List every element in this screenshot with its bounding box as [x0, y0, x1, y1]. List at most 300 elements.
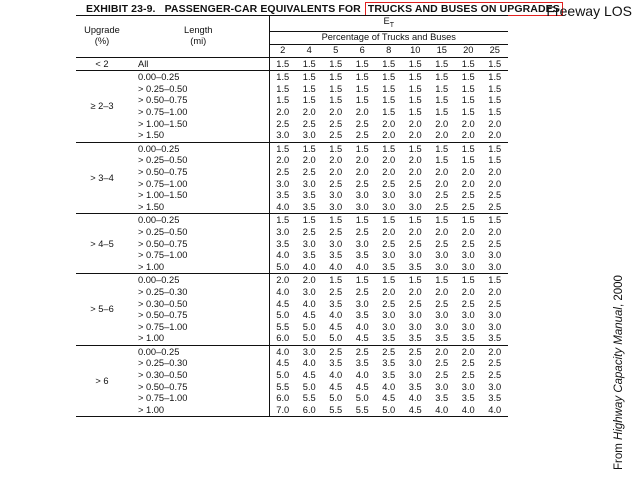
et-value-cell: 1.5: [435, 72, 449, 83]
et-value-cell: 1.5: [382, 83, 396, 94]
et-value-cell: 1.5: [488, 215, 502, 226]
et-value-cell: 2.5: [302, 118, 316, 129]
et-value-cell: 2.0: [461, 166, 475, 177]
et-value-cell: 4.0: [269, 250, 296, 262]
et-value-cell: 3.5: [382, 370, 396, 381]
et-value-cell: 1.5: [461, 95, 475, 106]
et-value-cell: 2.5: [488, 370, 502, 381]
et-value-cell: 1.5: [455, 57, 482, 71]
et-value-cell: 4.0: [302, 358, 316, 369]
percentage-column-header: 25: [482, 45, 509, 58]
et-value-cell: 3.0: [429, 262, 456, 274]
et-value-cell: 1.5: [329, 72, 343, 83]
et-value-cell: 3.5: [269, 190, 296, 202]
et-value-cell: 1.5: [435, 95, 449, 106]
et-value-cell: 3.0: [408, 370, 422, 381]
et-value-cell: 3.5: [302, 190, 316, 201]
et-value-cell: 2.5: [382, 346, 396, 357]
et-value-cell: 4.0: [482, 405, 509, 417]
et-value-cell: 3.0: [269, 179, 296, 191]
et-value-cell: 2.5: [382, 298, 396, 309]
et-value-cell: 2.5: [329, 178, 343, 189]
et-value-cell: 1.5: [269, 84, 296, 96]
et-value-cell: 2.0: [382, 226, 396, 237]
et-value-cell: 4.0: [329, 310, 343, 321]
length-cell: > 0.50–0.75: [138, 310, 188, 321]
length-cell: > 0.50–0.75: [138, 381, 188, 392]
et-value-cell: 2.0: [408, 155, 422, 166]
et-value-cell: 2.0: [435, 166, 449, 177]
length-cell: > 0.50–0.75: [138, 238, 188, 249]
upgrade-cell: > 6: [76, 345, 128, 417]
length-cell: > 0.25–0.50: [138, 83, 188, 94]
et-value-cell: 3.0: [323, 202, 350, 214]
table-row: [76, 322, 508, 334]
et-value-cell: 2.5: [408, 178, 422, 189]
table-row: [76, 119, 508, 131]
et-value-cell: 2.5: [408, 346, 422, 357]
upgrade-header-unit: (%): [94, 36, 110, 47]
et-value-cell: 3.0: [329, 190, 343, 201]
et-value-cell: 5.0: [329, 393, 343, 404]
length-cell: > 1.00–1.50: [138, 190, 188, 201]
et-value-cell: 3.0: [435, 321, 449, 332]
percentage-column-header: 5: [323, 45, 350, 58]
et-value-cell: 2.5: [349, 130, 376, 142]
et-value-cell: 3.0: [382, 250, 396, 261]
et-value-cell: 2.5: [482, 202, 509, 214]
table-row: [76, 310, 508, 322]
length-header: [128, 16, 269, 58]
et-value-cell: 1.5: [382, 107, 396, 118]
et-value-cell: 3.0: [302, 346, 316, 357]
et-value-cell: 1.5: [302, 83, 316, 94]
length-cell: 0.00–0.25: [138, 72, 180, 83]
length-cell: > 1.50: [128, 202, 269, 214]
et-value-cell: 2.0: [488, 346, 502, 357]
et-value-cell: 2.5: [329, 346, 343, 357]
et-value-cell: 5.0: [296, 333, 323, 345]
et-value-cell: 2.0: [302, 107, 316, 118]
et-value-cell: 3.5: [488, 393, 502, 404]
et-value-cell: 2.5: [461, 190, 475, 201]
et-value-cell: 2.5: [435, 190, 449, 201]
et-value-cell: 4.0: [296, 262, 323, 274]
et-value-cell: 1.5: [329, 143, 343, 154]
et-value-cell: 3.0: [302, 178, 316, 189]
pce-table: [76, 15, 508, 417]
et-value-cell: 1.5: [329, 275, 343, 286]
et-value-cell: 3.0: [435, 250, 449, 261]
et-value-cell: 4.5: [402, 405, 429, 417]
et-value-cell: 4.0: [269, 345, 296, 358]
et-value-cell: 3.0: [488, 310, 502, 321]
et-value-cell: 1.5: [435, 107, 449, 118]
percentage-column-header: 2: [269, 45, 296, 58]
et-value-cell: 3.0: [296, 130, 323, 142]
et-value-cell: 3.5: [429, 333, 456, 345]
et-value-cell: 2.0: [435, 118, 449, 129]
et-value-cell: 1.5: [488, 95, 502, 106]
length-cell: > 0.75–1.00: [138, 321, 188, 332]
percentage-header: Percentage of Trucks and Buses: [269, 32, 508, 45]
et-value-cell: 3.0: [355, 238, 369, 249]
et-value-cell: 1.5: [461, 275, 475, 286]
et-value-cell: 4.0: [355, 321, 369, 332]
et-value-cell: 1.5: [349, 57, 376, 71]
et-value-cell: 2.0: [302, 155, 316, 166]
upgrade-header: [76, 16, 128, 58]
et-value-cell: 4.0: [349, 262, 376, 274]
et-value-cell: 2.5: [355, 346, 369, 357]
et-value-cell: 3.5: [296, 202, 323, 214]
et-value-cell: 3.5: [461, 393, 475, 404]
et-value-cell: 1.5: [488, 275, 502, 286]
length-cell: > 1.50: [128, 130, 269, 142]
et-value-cell: 3.0: [269, 130, 296, 142]
et-value-cell: 4.5: [302, 370, 316, 381]
et-value-cell: 2.0: [461, 226, 475, 237]
table-row: [76, 142, 508, 155]
et-value-cell: 1.5: [461, 215, 475, 226]
et-value-cell: 3.5: [455, 333, 482, 345]
et-value-cell: 2.0: [488, 286, 502, 297]
upgrade-cell: > 3–4: [76, 142, 128, 214]
et-value-cell: 2.0: [488, 166, 502, 177]
credit-suffix: , 2000: [613, 275, 625, 308]
et-value-cell: 1.5: [329, 95, 343, 106]
table-row: [76, 262, 508, 274]
et-value-cell: 2.0: [329, 155, 343, 166]
et-value-cell: 2.0: [355, 166, 369, 177]
length-cell: > 1.00: [128, 405, 269, 417]
length-cell: > 0.50–0.75: [138, 166, 188, 177]
length-cell: > 0.75–1.00: [138, 178, 188, 189]
et-value-cell: 1.5: [269, 57, 296, 71]
table-row: [76, 299, 508, 311]
et-value-cell: 2.5: [302, 226, 316, 237]
et-value-cell: 2.0: [269, 274, 296, 287]
table-row: [76, 274, 508, 287]
et-value-cell: 1.5: [355, 95, 369, 106]
et-value-cell: 3.0: [382, 190, 396, 201]
et-value-cell: 2.5: [355, 178, 369, 189]
et-value-cell: 1.5: [408, 143, 422, 154]
et-value-cell: 5.0: [323, 333, 350, 345]
et-value-cell: 1.5: [302, 95, 316, 106]
et-value-cell: 1.5: [329, 83, 343, 94]
table-row: [76, 382, 508, 394]
et-value-cell: 1.5: [408, 83, 422, 94]
exhibit-title-highlight: TRUCKS AND BUSES ON UPGRADES: [365, 2, 563, 16]
et-value-cell: 2.5: [408, 298, 422, 309]
et-value-cell: 1.5: [435, 155, 449, 166]
length-cell: > 0.25–0.50: [138, 155, 188, 166]
table-row: [76, 345, 508, 358]
et-value-cell: 1.5: [382, 95, 396, 106]
et-value-cell: 3.0: [302, 286, 316, 297]
et-value-cell: 1.5: [488, 107, 502, 118]
table-row: [76, 71, 508, 84]
table-row: [76, 190, 508, 202]
et-value-cell: 1.5: [429, 57, 456, 71]
length-header-unit: (mi): [190, 36, 207, 47]
et-value-cell: 1.5: [302, 143, 316, 154]
et-value-cell: 1.5: [461, 83, 475, 94]
et-value-cell: 5.0: [269, 310, 296, 322]
exhibit-number: EXHIBIT 23-9.: [86, 3, 156, 15]
et-value-cell: 6.0: [269, 333, 296, 345]
et-value-cell: 5.0: [269, 370, 296, 382]
exhibit-title-prefix: PASSENGER-CAR EQUIVALENTS FOR: [164, 3, 361, 15]
et-value-cell: 2.5: [488, 298, 502, 309]
et-value-cell: 3.0: [461, 310, 475, 321]
et-value-cell: 2.0: [488, 118, 502, 129]
et-value-cell: 4.5: [329, 381, 343, 392]
table-body: [76, 57, 508, 417]
et-value-cell: 2.5: [429, 202, 456, 214]
length-cell: > 1.00: [128, 333, 269, 345]
et-value-cell: 1.5: [323, 57, 350, 71]
et-value-cell: 1.5: [302, 215, 316, 226]
et-value-cell: 4.0: [302, 298, 316, 309]
et-value-cell: 2.0: [461, 286, 475, 297]
et-value-cell: 5.5: [323, 405, 350, 417]
et-value-cell: 3.0: [376, 202, 403, 214]
slide-title: Freeway LOS: [546, 3, 632, 19]
et-value-cell: 6.0: [296, 405, 323, 417]
et-value-cell: 1.5: [269, 71, 296, 84]
length-cell: > 1.00–1.50: [138, 118, 188, 129]
length-cell: > 0.25–0.30: [138, 286, 188, 297]
et-value-cell: 2.0: [488, 178, 502, 189]
et-value-cell: 3.0: [488, 321, 502, 332]
et-value-cell: 1.5: [488, 72, 502, 83]
et-symbol: E: [383, 16, 390, 26]
et-value-cell: 1.5: [461, 155, 475, 166]
table-row: [76, 202, 508, 214]
et-value-cell: 1.5: [408, 72, 422, 83]
table-row: [76, 358, 508, 370]
et-value-cell: 1.5: [488, 143, 502, 154]
table-row: [76, 84, 508, 96]
et-value-cell: 3.0: [482, 262, 509, 274]
et-value-cell: 1.5: [461, 107, 475, 118]
et-value-cell: 3.0: [408, 310, 422, 321]
et-value-cell: 5.0: [355, 393, 369, 404]
et-value-cell: 1.5: [355, 215, 369, 226]
et-value-cell: 2.0: [461, 118, 475, 129]
et-value-cell: 1.5: [488, 155, 502, 166]
et-value-cell: 2.5: [323, 130, 350, 142]
et-value-cell: 2.0: [269, 107, 296, 119]
length-cell: > 0.75–1.00: [138, 250, 188, 261]
et-value-cell: 1.5: [408, 215, 422, 226]
et-value-cell: 2.5: [435, 358, 449, 369]
et-value-cell: 4.0: [408, 393, 422, 404]
et-value-cell: 4.0: [269, 202, 296, 214]
et-value-cell: 2.0: [408, 226, 422, 237]
et-value-cell: 3.5: [376, 333, 403, 345]
table-row: [76, 155, 508, 167]
et-value-cell: 2.0: [382, 286, 396, 297]
et-value-cell: 2.5: [269, 119, 296, 131]
et-value-cell: 3.5: [329, 250, 343, 261]
et-value-cell: 2.0: [329, 166, 343, 177]
table-row: [76, 333, 508, 345]
et-value-cell: 3.0: [408, 250, 422, 261]
credit-source: Highway Capacity Manual: [613, 307, 625, 440]
et-value-cell: 4.5: [349, 333, 376, 345]
et-value-cell: 1.5: [355, 72, 369, 83]
et-value-cell: 2.5: [355, 226, 369, 237]
et-value-cell: 2.0: [402, 130, 429, 142]
et-value-cell: 3.5: [355, 310, 369, 321]
et-value-cell: 2.0: [329, 107, 343, 118]
et-value-cell: 1.5: [269, 214, 296, 227]
et-value-cell: 2.0: [382, 155, 396, 166]
et-value-cell: 2.0: [408, 166, 422, 177]
et-value-cell: 4.0: [323, 262, 350, 274]
et-value-cell: 3.0: [302, 238, 316, 249]
et-value-cell: 1.5: [408, 95, 422, 106]
table-row: [76, 179, 508, 191]
et-value-cell: 2.0: [355, 107, 369, 118]
et-value-cell: 3.0: [455, 262, 482, 274]
et-value-cell: 5.5: [269, 322, 296, 334]
upgrade-cell: > 5–6: [76, 274, 128, 346]
et-value-cell: 2.0: [355, 155, 369, 166]
et-value-cell: 4.5: [329, 321, 343, 332]
et-value-cell: 1.5: [382, 72, 396, 83]
et-value-cell: 3.5: [355, 358, 369, 369]
length-cell: 0.00–0.25: [138, 346, 180, 357]
table-row: [76, 107, 508, 119]
et-value-cell: 1.5: [376, 57, 403, 71]
table-row: [76, 393, 508, 405]
table-row: [76, 95, 508, 107]
et-value-cell: 3.0: [355, 190, 369, 201]
et-value-cell: 1.5: [355, 143, 369, 154]
et-value-cell: 2.5: [435, 238, 449, 249]
et-value-cell: 1.5: [408, 275, 422, 286]
credit-prefix: From: [613, 439, 625, 470]
table-row: [76, 57, 508, 71]
percentage-column-header: 6: [349, 45, 376, 58]
length-cell: > 1.00: [128, 262, 269, 274]
et-value-cell: 1.5: [408, 107, 422, 118]
et-value-cell: 5.5: [349, 405, 376, 417]
percentage-column-header: 10: [402, 45, 429, 58]
et-value-cell: 3.5: [408, 381, 422, 392]
et-value-cell: 2.0: [408, 118, 422, 129]
et-value-cell: 5.0: [302, 321, 316, 332]
et-value-cell: 3.5: [435, 393, 449, 404]
et-value-cell: 4.0: [429, 405, 456, 417]
et-value-cell: 3.5: [482, 333, 509, 345]
et-value-cell: 1.5: [329, 215, 343, 226]
et-value-cell: 2.0: [461, 346, 475, 357]
et-value-cell: 2.5: [455, 202, 482, 214]
et-value-cell: 2.0: [461, 178, 475, 189]
et-value-cell: 2.0: [302, 275, 316, 286]
et-value-cell: 3.5: [355, 250, 369, 261]
et-value-cell: 1.5: [296, 57, 323, 71]
et-value-cell: 2.5: [488, 358, 502, 369]
et-value-cell: 2.5: [382, 238, 396, 249]
length-cell: All: [128, 57, 269, 71]
et-value-cell: 2.0: [455, 130, 482, 142]
length-cell: > 0.75–1.00: [138, 393, 188, 404]
et-value-cell: 2.0: [382, 118, 396, 129]
length-cell: > 0.50–0.75: [138, 95, 188, 106]
upgrade-cell: < 2: [76, 57, 128, 71]
length-cell: > 0.30–0.50: [138, 370, 188, 381]
et-value-cell: 1.5: [402, 57, 429, 71]
et-value-cell: 2.5: [329, 226, 343, 237]
et-value-cell: 2.5: [329, 118, 343, 129]
percentage-column-header: 8: [376, 45, 403, 58]
et-value-cell: 2.0: [408, 286, 422, 297]
et-value-cell: 3.5: [402, 262, 429, 274]
table-row: [76, 167, 508, 179]
et-value-cell: 1.5: [435, 83, 449, 94]
et-value-cell: 2.5: [435, 298, 449, 309]
length-cell: 0.00–0.25: [138, 143, 180, 154]
et-value-cell: 4.5: [302, 310, 316, 321]
et-value-cell: 4.0: [329, 370, 343, 381]
et-value-cell: 2.5: [461, 370, 475, 381]
et-value-cell: 5.0: [376, 405, 403, 417]
table-row: [76, 370, 508, 382]
et-value-cell: 3.0: [461, 381, 475, 392]
et-value-cell: 4.5: [269, 299, 296, 311]
et-value-cell: 3.0: [408, 190, 422, 201]
table-row: [76, 250, 508, 262]
et-value-cell: 5.0: [269, 262, 296, 274]
source-credit: [613, 275, 625, 470]
et-value-cell: 2.5: [355, 118, 369, 129]
et-value-cell: 2.0: [429, 130, 456, 142]
et-value-cell: 1.5: [488, 83, 502, 94]
et-value-cell: 4.5: [382, 393, 396, 404]
et-value-cell: 3.5: [402, 333, 429, 345]
length-cell: > 0.30–0.50: [138, 298, 188, 309]
et-value-cell: 1.5: [435, 275, 449, 286]
et-value-cell: 3.0: [269, 227, 296, 239]
upgrade-cell: ≥ 2–3: [76, 71, 128, 143]
length-cell: 0.00–0.25: [138, 275, 180, 286]
et-value-cell: 3.0: [355, 298, 369, 309]
et-value-cell: 3.0: [382, 310, 396, 321]
et-value-cell: 4.5: [355, 381, 369, 392]
et-value-cell: 2.5: [488, 190, 502, 201]
table-row: [76, 239, 508, 251]
et-value-cell: 3.5: [376, 262, 403, 274]
et-value-cell: 3.0: [461, 321, 475, 332]
length-cell: 0.00–0.25: [138, 215, 180, 226]
et-value-cell: 3.0: [402, 202, 429, 214]
et-value-cell: 1.5: [355, 275, 369, 286]
et-value-cell: 2.5: [408, 238, 422, 249]
et-value-cell: 1.5: [269, 95, 296, 107]
et-value-cell: 4.0: [455, 405, 482, 417]
et-value-cell: 2.5: [435, 370, 449, 381]
et-value-cell: 2.5: [269, 167, 296, 179]
et-value-cell: 5.5: [269, 382, 296, 394]
et-value-cell: 3.0: [408, 321, 422, 332]
et-value-cell: 2.0: [269, 155, 296, 167]
